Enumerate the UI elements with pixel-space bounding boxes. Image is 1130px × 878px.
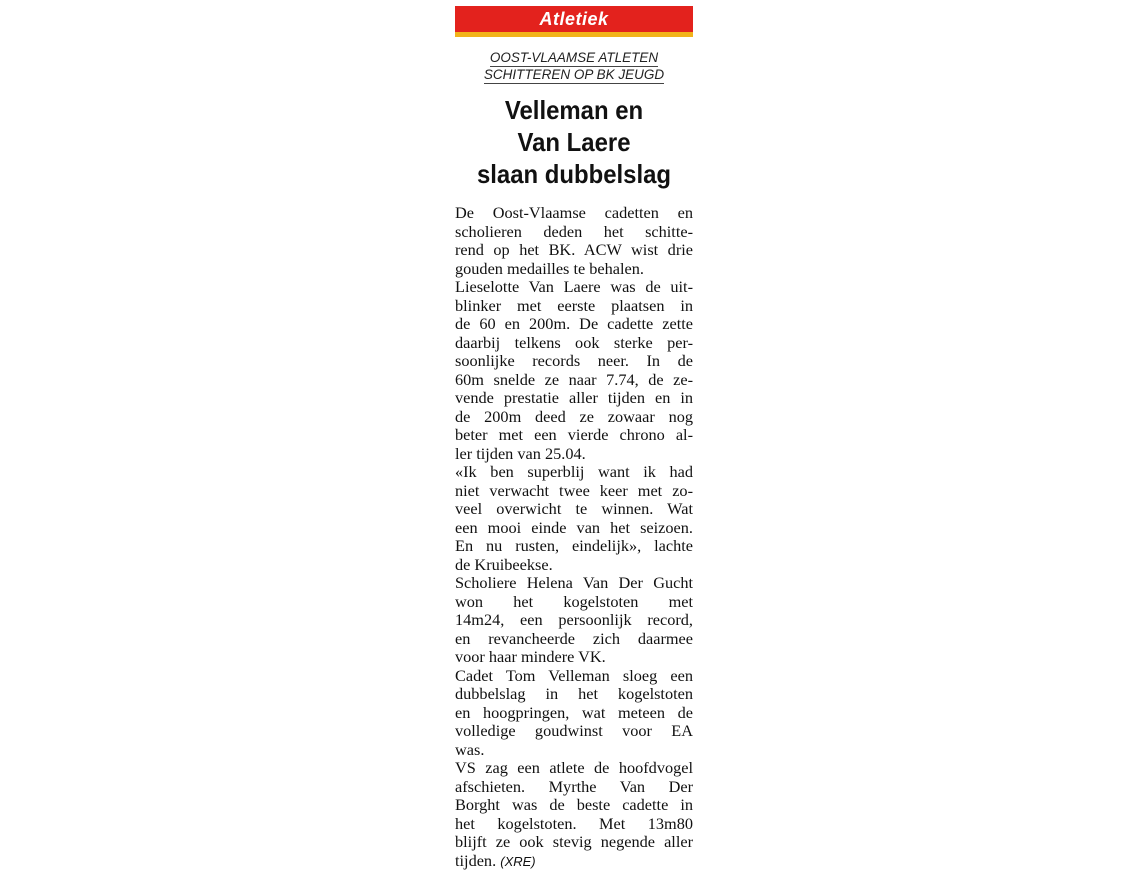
text-line: veel overwicht te winnen. Wat: [455, 499, 693, 518]
text-line: was.: [455, 739, 485, 759]
text-line: en revancheerde zich daarmee: [455, 628, 693, 648]
kicker: [455, 50, 693, 84]
text-line: een mooi einde van het seizoen.: [455, 517, 693, 537]
category-label: Atletiek: [539, 9, 609, 29]
text-line: volledige goudwinst voor EA: [455, 721, 693, 740]
text-line: vende prestatie aller tijden en in: [455, 388, 693, 407]
text-line: ler tijden van 25.04.: [455, 443, 586, 463]
text-line: won het kogelstoten met: [455, 591, 693, 611]
headline-line: Van Laere: [517, 127, 631, 157]
paragraph: [455, 574, 693, 667]
kicker-line: OOST-VLAAMSE ATLETEN: [489, 50, 659, 65]
text-line: het kogelstoten. Met 13m80: [455, 813, 693, 833]
paragraph: [455, 278, 693, 463]
text-line: 14m24, een persoonlijk record,: [455, 610, 693, 629]
text-line: En nu rusten, eindelijk», lachte: [455, 536, 693, 555]
headline-line: slaan dubbelslag: [476, 159, 672, 189]
category-banner: [455, 6, 693, 32]
text-line: afschieten. Myrthe Van Der: [455, 776, 693, 796]
text-line: soonlijke records neer. In de: [455, 351, 693, 370]
paragraph: [455, 204, 693, 278]
text-line: de Kruibeekse.: [455, 554, 553, 574]
text-line: beter met een vierde chrono al-: [455, 425, 693, 444]
text-line: «Ik ben superblij want ik had: [455, 462, 693, 481]
article-clipping: [455, 6, 693, 871]
text-line: rend op het BK. ACW wist drie: [455, 240, 693, 259]
kicker-line: SCHITTEREN OP BK JEUGD: [483, 67, 665, 82]
text-line: voor haar mindere VK.: [455, 647, 606, 666]
text-line: gouden medailles te behalen.: [455, 258, 644, 278]
text-line: daarbij telkens ook sterke per-: [455, 332, 693, 352]
text-line: de 200m deed ze zowaar nog: [455, 406, 693, 426]
paragraph: [455, 759, 693, 871]
text-line: en hoogpringen, wat meteen de: [455, 702, 693, 722]
text-line: dubbelslag in het kogelstoten: [455, 684, 693, 703]
text-line: scholieren deden het schitte-: [455, 221, 693, 241]
article-body: [455, 204, 693, 871]
text-line: blinker met eerste plaatsen in: [455, 295, 693, 315]
text-line: Scholiere Helena Van Der Gucht: [455, 573, 693, 592]
text-line: 60m snelde ze naar 7.74, de ze-: [455, 369, 693, 389]
headline-line: Velleman en: [504, 95, 644, 125]
paragraph: [455, 667, 693, 760]
text-line: niet verwacht twee keer met zo-: [455, 480, 693, 500]
byline: (XRE): [500, 853, 536, 869]
text-line: Lieselotte Van Laere was de uit-: [455, 277, 693, 296]
text-line: de 60 en 200m. De cadette zette: [455, 314, 693, 333]
text-line: VS zag een atlete de hoofdvogel: [455, 758, 693, 777]
text-line: Cadet Tom Velleman sloeg een: [455, 665, 693, 685]
text-line: Borght was de beste cadette in: [455, 795, 693, 814]
headline: [465, 94, 684, 190]
text-line: tijden. (XRE): [455, 850, 536, 870]
text-line: blijft ze ook stevig negende aller: [455, 832, 693, 851]
text-line: De Oost-Vlaamse cadetten en: [455, 203, 693, 222]
paragraph: [455, 463, 693, 574]
